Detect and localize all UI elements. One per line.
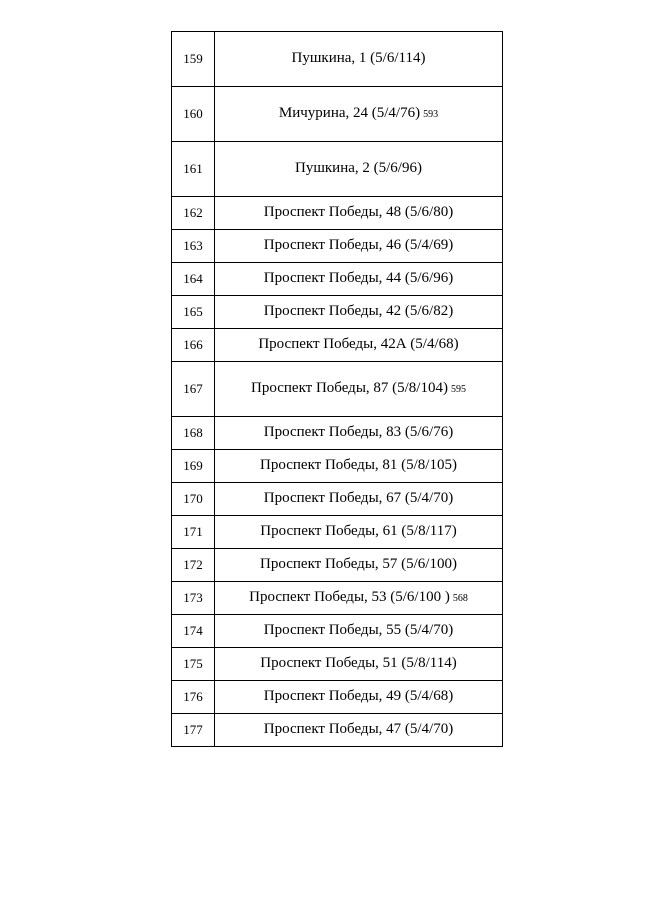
address-text: Пушкина, 2 (5/6/96) <box>295 160 422 177</box>
address-text: Проспект Победы, 57 (5/6/100) <box>260 556 457 573</box>
table-row <box>172 362 503 417</box>
row-number-cell: 164 <box>172 263 215 296</box>
row-number-cell: 163 <box>172 230 215 263</box>
row-number-cell: 160 <box>172 87 215 142</box>
address-cell <box>215 142 503 197</box>
row-number-cell: 162 <box>172 197 215 230</box>
address-text: Пушкина, 1 (5/6/114) <box>291 50 426 67</box>
address-text: Проспект Победы, 81 (5/8/105) <box>260 457 457 474</box>
address-footnote: 568 <box>452 593 468 605</box>
table-row <box>172 142 503 197</box>
address-cell <box>215 714 503 747</box>
address-cell <box>215 450 503 483</box>
address-text: Проспект Победы, 67 (5/4/70) <box>263 490 454 507</box>
address-cell <box>215 681 503 714</box>
row-number-cell: 166 <box>172 329 215 362</box>
row-number-cell: 161 <box>172 142 215 197</box>
address-cell <box>215 516 503 549</box>
row-number-cell: 168 <box>172 417 215 450</box>
table-row <box>172 296 503 329</box>
table-row <box>172 681 503 714</box>
address-footnote: 595 <box>450 384 466 396</box>
address-cell <box>215 197 503 230</box>
table-row <box>172 714 503 747</box>
table-row <box>172 483 503 516</box>
address-text: Проспект Победы, 49 (5/4/68) <box>263 688 454 705</box>
row-number-cell: 172 <box>172 549 215 582</box>
table-row <box>172 32 503 87</box>
address-cell <box>215 87 503 142</box>
address-text: Проспект Победы, 55 (5/4/70) <box>263 622 454 639</box>
address-cell <box>215 329 503 362</box>
address-cell <box>215 263 503 296</box>
address-cell <box>215 296 503 329</box>
table-row <box>172 549 503 582</box>
row-number-cell: 171 <box>172 516 215 549</box>
table-row <box>172 648 503 681</box>
row-number-cell: 169 <box>172 450 215 483</box>
address-table-container <box>171 31 500 747</box>
address-text: Проспект Победы, 42А (5/4/68) <box>258 336 459 353</box>
address-cell <box>215 582 503 615</box>
table-row <box>172 417 503 450</box>
row-number-cell: 175 <box>172 648 215 681</box>
table-row <box>172 230 503 263</box>
address-text: Проспект Победы, 53 (5/6/100 ) <box>249 589 450 606</box>
row-number-cell: 165 <box>172 296 215 329</box>
address-text: Проспект Победы, 87 (5/8/104) <box>251 380 448 397</box>
address-cell <box>215 549 503 582</box>
table-row <box>172 450 503 483</box>
address-text: Проспект Победы, 46 (5/4/69) <box>263 237 454 254</box>
table-row <box>172 329 503 362</box>
row-number-cell: 177 <box>172 714 215 747</box>
row-number-cell: 176 <box>172 681 215 714</box>
address-cell <box>215 615 503 648</box>
row-number-cell: 159 <box>172 32 215 87</box>
table-row <box>172 197 503 230</box>
address-footnote: 593 <box>423 109 439 121</box>
table-row <box>172 615 503 648</box>
address-cell <box>215 417 503 450</box>
address-cell <box>215 483 503 516</box>
address-text: Проспект Победы, 44 (5/6/96) <box>263 270 454 287</box>
address-text: Проспект Победы, 51 (5/8/114) <box>260 655 457 672</box>
address-table-body <box>172 32 503 747</box>
address-cell <box>215 648 503 681</box>
address-text: Мичурина, 24 (5/4/76) <box>278 105 421 122</box>
address-text: Проспект Победы, 48 (5/6/80) <box>263 204 454 221</box>
address-text: Проспект Победы, 83 (5/6/76) <box>263 424 454 441</box>
table-row <box>172 516 503 549</box>
table-row <box>172 263 503 296</box>
row-number-cell: 170 <box>172 483 215 516</box>
address-cell <box>215 230 503 263</box>
address-text: Проспект Победы, 61 (5/8/117) <box>260 523 457 540</box>
table-row <box>172 582 503 615</box>
table-row <box>172 87 503 142</box>
address-text: Проспект Победы, 47 (5/4/70) <box>263 721 454 738</box>
address-cell <box>215 32 503 87</box>
row-number-cell: 173 <box>172 582 215 615</box>
row-number-cell: 167 <box>172 362 215 417</box>
address-text: Проспект Победы, 42 (5/6/82) <box>263 303 454 320</box>
address-table <box>171 31 503 747</box>
address-cell <box>215 362 503 417</box>
row-number-cell: 174 <box>172 615 215 648</box>
